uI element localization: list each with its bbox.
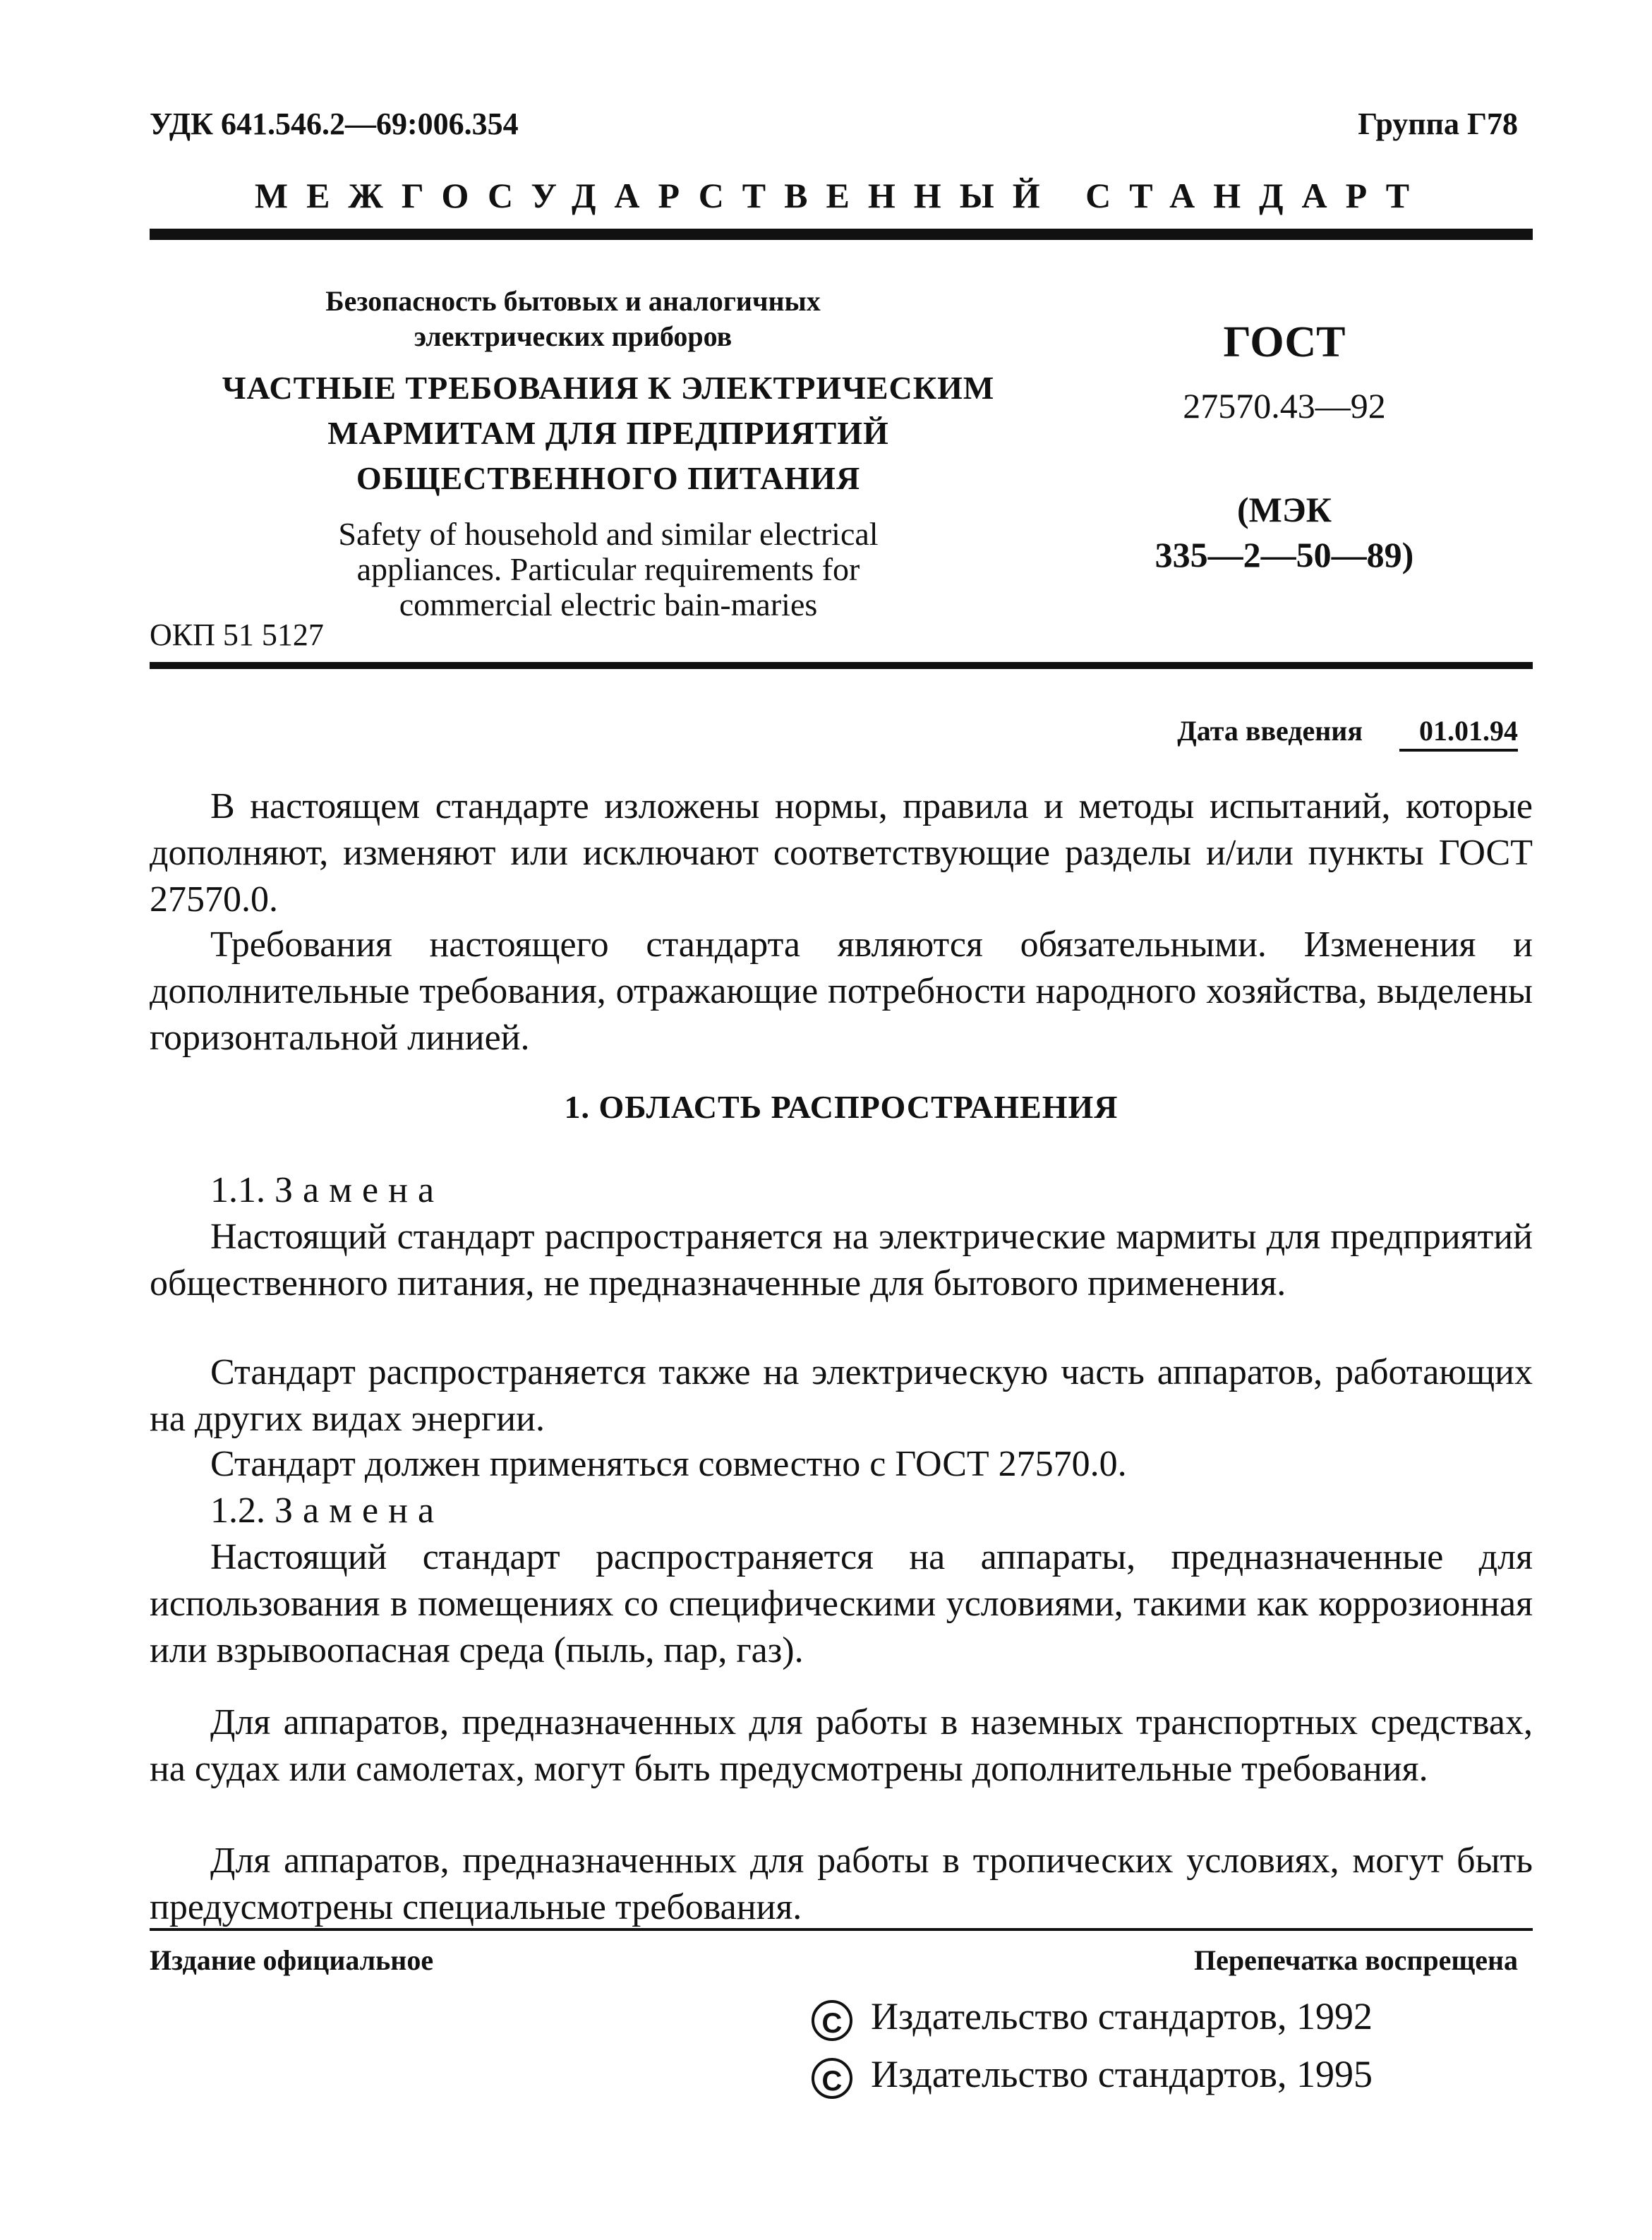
date-label: Дата введения xyxy=(1177,715,1363,747)
title-block-rule xyxy=(150,662,1533,669)
title-line-2: МАРМИТАМ ДЛЯ ПРЕДПРИЯТИЙ xyxy=(327,415,889,451)
english-line-1: Safety of household and similar electrical xyxy=(338,516,879,552)
gost-label: ГОСТ xyxy=(1223,318,1346,366)
clause-1-2-number: 1.2. xyxy=(210,1491,265,1531)
safety-heading xyxy=(150,284,996,354)
udk-code: УДК 641.546.2—69:006.354 xyxy=(150,107,519,141)
english-line-2: appliances. Particular requirements for xyxy=(356,551,860,587)
copyright-icon: C xyxy=(812,2058,852,2099)
clause-1-1-paragraph-3: Стандарт должен применяться совместно с ГОСТ 27570.0. xyxy=(210,1444,1127,1484)
reprint-notice: Перепечатка воспрещена xyxy=(1194,1944,1518,1976)
okp-code: ОКП 51 5127 xyxy=(150,618,324,652)
title-line-3: ОБЩЕСТВЕННОГО ПИТАНИЯ xyxy=(356,460,861,496)
clause-1-2-label: Замена xyxy=(275,1491,445,1531)
clause-1-1-paragraph-2: Стандарт распространяется также на электрическую часть аппаратов, работающих на других видах энергии. xyxy=(150,1352,1533,1439)
intro-paragraph-1: В настоящем стандарте изложены нормы, правила и методы испытаний, которые дополняют, изменяют или исключают соответствующие разделы и/или пункты ГОСТ 27570.0. xyxy=(150,786,1533,920)
footer-rule xyxy=(150,1928,1533,1931)
header-rule xyxy=(150,229,1533,240)
mek-line-2: 335—2—50—89) xyxy=(1154,535,1414,574)
clause-1-1-paragraph-1: Настоящий стандарт распространяется на электрические мармиты для предприятий общественного питания, не предназначенные для бытового применения. xyxy=(150,1217,1533,1303)
clause-1-2-paragraph-3: Для аппаратов, предназначенных для работы в тропических условиях, могут быть предусмотрены специальные требования. xyxy=(150,1841,1533,1927)
standard-banner: МЕЖГОСУДАРСТВЕННЫЙ СТАНДАРТ xyxy=(254,176,1428,215)
copyright-icon: C xyxy=(812,2000,852,2041)
clause-1-2-heading xyxy=(210,1488,1533,1534)
mek-line-1: (МЭК xyxy=(1236,490,1332,529)
clause-1-1-number: 1.1. xyxy=(210,1170,265,1210)
date-value: 01.01.94 xyxy=(1399,714,1518,752)
document-title xyxy=(150,366,1067,501)
introduction-date xyxy=(1177,714,1518,752)
mek-reference xyxy=(1115,487,1454,577)
clause-1-2-paragraph-1: Настоящий стандарт распространяется на аппараты, предназначенные для использования в помещениях со специфическими условиями, такими как коррозионная или взрывоопасная среда (пыль, пар, газ). xyxy=(150,1537,1533,1670)
copyright-1995-text: Издательство стандартов, 1995 xyxy=(871,2053,1373,2095)
copyright-1995 xyxy=(812,2049,1533,2099)
safety-line-1: Безопасность бытовых и аналогичных xyxy=(325,285,821,317)
copyright-1992-text: Издательство стандартов, 1992 xyxy=(871,1995,1373,2037)
copyright-1992 xyxy=(812,1992,1533,2041)
group-code: Группа Г78 xyxy=(1358,107,1518,141)
clause-1-2-paragraph-2: Для аппаратов, предназначенных для работы в наземных транспортных средствах, на судах или самолетах, могут быть предусмотрены дополнительные требования. xyxy=(150,1702,1533,1789)
english-title xyxy=(150,517,1067,622)
clause-1-1-label: Замена xyxy=(275,1170,445,1210)
safety-line-2: электрических приборов xyxy=(414,320,732,352)
title-line-1: ЧАСТНЫЕ ТРЕБОВАНИЯ К ЭЛЕКТРИЧЕСКИМ xyxy=(222,370,995,406)
clause-1-1-heading xyxy=(210,1167,1533,1214)
section-title: 1. ОБЛАСТЬ РАСПРОСТРАНЕНИЯ xyxy=(564,1089,1119,1125)
english-line-3: commercial electric bain-maries xyxy=(399,586,818,622)
gost-number: 27570.43—92 xyxy=(1183,386,1386,426)
official-edition: Издание официальное xyxy=(150,1944,434,1976)
intro-paragraph-2: Требования настоящего стандарта являются обязательными. Изменения и дополнительные требования, отражающие потребности народного хозяйства, выделены горизонтальной линией. xyxy=(150,925,1533,1058)
